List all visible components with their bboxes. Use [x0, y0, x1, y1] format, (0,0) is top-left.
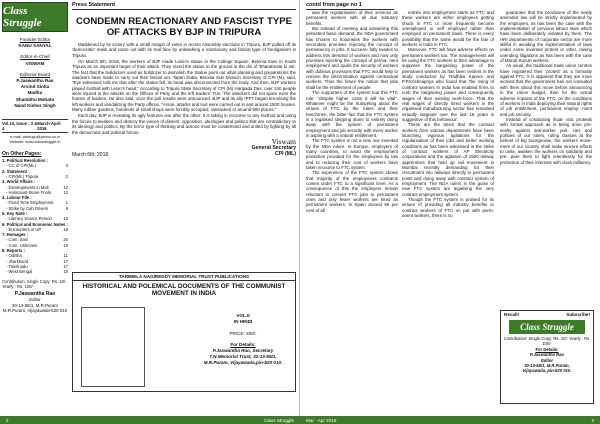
toc-item-title: - Developments in Mali: [6, 184, 49, 190]
toc-item-title: 6. Political and Economic Notes :: [2, 221, 68, 227]
toc-item-title: 2. Statement :: [2, 168, 30, 174]
toc-item-page: 18: [63, 269, 68, 275]
toc-item-title: - Com. Unknown: [6, 242, 38, 248]
signoff: March 6th, 2018 Viswam General Secretary CPI (ML): [72, 136, 296, 158]
toc-item-page: 18: [63, 226, 68, 232]
toc-item: [2, 269, 68, 274]
toc-item-title: - Jharkhand: [6, 258, 29, 264]
masthead-logo-small: Class Struggle: [509, 320, 585, 334]
toc-item-title: 4. Labour File :: [2, 195, 32, 201]
toc-item-page: 3: [65, 163, 68, 169]
toc-title: On Other Pages:: [2, 151, 42, 158]
book-cover-image: [81, 307, 145, 387]
founder-block: Founder Editor KANU SANYAL: [18, 37, 52, 49]
table-of-contents: [2, 158, 68, 275]
article-body: Maddened by its victory with a small margin of votes in recent Assembly elections in Tripura, BJP pulled off its 'democratic' mask and came out with its real face by unleashing a reactionary and fascist type of hooliganism in Tripura. On March 5th, 2018, the workers of BJP made Lenin's statue in the College Square, Belonia town in South Tripura as an important target of their attack. They razed the statue to the ground in the din of 'Bharatmata ki Jai'. The fact that the bulldozers used as bulldozer to demolish the Statue point out what planning and preparations the attackers have made to carry out their fascist act. Tapan Dutta, Belonia Sub Division Secretary of CPI (M), said, "Eye witnesses told me that after the statue fell, its head was disconnected from the body. And then, BJP workers played football with Lenin's head." According to Tripura State Secretary of CPI (M) Haripada Das, over 240 people were injured in the attacks on the Offices of Party and the left leaders' TUs. The attackers did not spare even the homes of leaders. He also said, once the poll results were announced, BJP and its ally IPFT began terrorising the left workers and vandalizing the Party offices. "Arson, attacks and loot were carried out in and around 1500 houses. Many rubber gardens, hundreds of small shops were forcibly occupied, ransacked or around 500 places." Each day, BJP is revealing its ugly features one after the other. It is taking in recourse to any method and using the forces to weaken and destroy the voices of dissent, opposition, ideologies and politics that are contradictory to its ideology and politics. By the terror type of thinking and actions must be condemned and united by fighting by all the democratic and political forces.: [72, 42, 296, 135]
toc-item-title: - Strike by Cab Drivers: [6, 205, 49, 211]
toc-item-title: 5. Key Note :: [2, 211, 28, 216]
toc-item-page: 17: [63, 258, 68, 264]
column-3: guarantee that the provisions of the newly amended law will be strictly implemented by the employers, as has been the case with the implementation of previous labour laws which have been deliberately violated by them. The HRI departments of corporate sector are more skilful in avoiding the implementation of laws under some invented protest or other, raising unending litigations as has been with the case of Maruti-Suzuki workers. As usual, the traditional trade union centres have registered their 'protest' as a formality against FTC. It is apparent that they are more worried that the government has not consulted with them about this move before announcing in the Union budget, than for the actual adverse impacts of the FTC, on the conditions of workers in India deploying their natural rights of job entitlement, permanent employ- ment and job security. Instead of conducting ritual- istic protests with formal approach as is being done pre- sently against anti-worker poli- cies and policies of our rulers, ruling classes at the behest of big bourgeoisie, the workers move- ment of our country shall make sincere efforts to unite, awaken the workers on solidarity and pre- pare them to fight relentlessly for the protection of their interests with class militancy.: [500, 10, 593, 165]
toc-item-title: - Tamilnadu: [6, 263, 28, 269]
section-label: Press Statement: [72, 2, 296, 10]
continuation-label: contd from page no 1: [306, 2, 394, 10]
volume-line: Vol.10, Issue : 3 & 4 March-April 2016: [2, 119, 68, 133]
toc-item-title: - Com. Sani: [6, 237, 29, 243]
contacts: e-mail: cstelugu@yahoo.co.in Website: www.classstruggle.in: [9, 135, 61, 145]
subscribe-box: Recall! Subscribe! Class Struggle Contribution: Single Copy: Rs. 10/- Yearly : Rs. 100/- For Details: P.Jaswantha Rao Editor 30-13-58/1, M.R.Puram, Vijayawada, pin-520 010.: [500, 310, 594, 404]
toc-item-title: - CC of CPI(ML): [6, 163, 37, 169]
toc-item-page: 2: [65, 173, 68, 179]
toc-item-title: - Literacy Scarce Person: [6, 216, 52, 222]
toc-item-title: - CPI(ML) Tripura: [6, 173, 39, 179]
toc-item-title: - West Bengal: [6, 269, 33, 275]
toc-item-title: 3. World Affairs :: [2, 179, 36, 185]
toc-item-page: 13: [63, 216, 68, 222]
toc-item-title: 7. Homages :: [2, 232, 29, 238]
toc-item-page: 19: [63, 242, 68, 248]
toc-item-page: 17: [63, 263, 68, 269]
toc-item-page: 1: [65, 200, 68, 206]
editor-block: Editor-in-Chief VISWAM: [20, 54, 50, 66]
toc-item-title: - Encounters in UP: [6, 226, 42, 232]
contribution-note: Contribution: Single Copy: Rs. 10/- Yearly : Rs. 100/-: [2, 278, 67, 289]
editor-address: P.Jaswantha Rao Editor 30-13-58/1, M.R.Puram M.R.Puram, Vijayawada-520 010: [2, 290, 68, 314]
toc-item-title: 8. Reports :: [2, 248, 26, 254]
toc-item-page: 8: [65, 205, 68, 211]
column-2: entries into employment starts as FTC and these workers are either employees getting shuck in FTC or more frequently become unemployed or self employed rather than employed on permanent basis. There is every possibility that the same would be the fate of workers in India in FTC. Moreover, FTC will have adverse effects on permanent workers too. The managements will be using the FTC workers to their advantage to suppress the bargaining power of the permanent workers as has been evident in the study conducted by 'Radhika Kapoor and P.P.Krishnapriya who found that 'the rising of contract workers in India has enabled firms to curb the bargaining power and consequently wages of their existing work-force. That the real wages of directly hired workers in the organised manufacturing sector has remained virtually stagnant over the last 15 years is suggestive of this behaviour'. These are the times that the contract workers from various departments have been launching vigorous agitations for the regularisation of their jobs and better working conditions as has been witnessed in the strike of contract workers of AP Electricity corporations and the agitation of 1500 railway apprentices that held up rail movement in Mumbai recently demanding for their recruitment into railways directly to permanent posts and doing away with contract system of employment. The NDA rulers in the guise of new FTC system are legalising the very contract employment system. Though the FTC system is praised for its virtues of providing all industry benefits to contract workers of FTC on par with perm- anent workers, there is no: [402, 10, 494, 219]
toc-item-title: - Odisha: [6, 253, 22, 259]
toc-item-page: 12: [63, 189, 68, 195]
right-page: [300, 0, 600, 424]
board-block: Editorial Board P.Jaswantha Rao Arvind Sinha Madhu Shambhu Mahato Nand Kishor Singh: [14, 71, 56, 108]
toc-item-page: 11: [63, 253, 68, 259]
toc-item-page: 20: [63, 237, 68, 243]
masthead-logo: Class Struggle: [2, 2, 68, 32]
toc-item-title: - Holocaust-Stone Fools: [6, 189, 51, 195]
toc-item-title: - Fixed Time Employment: [6, 200, 54, 206]
footer-right: Mar - Apr 2018 3: [300, 416, 600, 424]
book-advert: TARIMELA NAGIREDDY MEMORIAL TRUST PUBLICATIONS HISTORICAL AND POLEMICAL DOCUMENTS OF THE COMMUNIST MOVEMENT IN INDIA VOL.II IN HINDI PRICE: 300/- For Details: P.Jaswantha Rao, Secretary T.N.Memorial Trust, 32-13-58/1, M.R.Puram, Vijayawada,pin-520 010.: [72, 272, 296, 392]
sidebar: [2, 2, 68, 414]
column-1: was the regularisation of their services as permanent workers with all due statutory benefits. But instead of meeting and answering this persistent basic demand, the NDA government has chosen to hood-wink the workers with secondary promises rejecting the concept of permanency in jobs. It success- fully evades to address this demand of workers and now only promises rejecting the concept of perma- nent employment and spoils the security of workers with dubious provisions that FTC would help to remove the discrimination against contractual workers. Thus the future the notion that jobs shall be the entitlement of people. The supporters of the system tout this FTC rule: "despite higher costs it will be vital". Whatever might be the trumpeting about the virtues of FTC by the rulers and their henchmen, the bitter fact that the FTC system is a legalised stepping stone to entirely doing away with the system of permanent employment and job security with every worker in aspiring with a natural entitlement. The FTC system is not a new one invented by the NDA rulers. In Europe, employers of many countries, to avoid the employment protection provided for the employees by law and to reducing their cost of workers have taken recourse to FTC system. The experience of the FTC system shows that majority of the employment contracts comes under FTC to a significant level. As a consequence of this the employers remain reluctant to convert FTC jobs to permanent ones and only fewer workers are hired as permanent workers. In Spain around 90 per cent of all: [306, 10, 398, 213]
footer-left: 2 Class Struggle: [0, 416, 300, 424]
toc-item-page: 10: [63, 184, 68, 190]
press-statement: [72, 2, 296, 158]
headline: CONDEMN REACTIONARY AND FASCIST TYPE OF ATTACKS BY BJP IN TRIPURA: [75, 16, 293, 38]
toc-item-title: 1. Political Resolution :: [2, 158, 49, 164]
